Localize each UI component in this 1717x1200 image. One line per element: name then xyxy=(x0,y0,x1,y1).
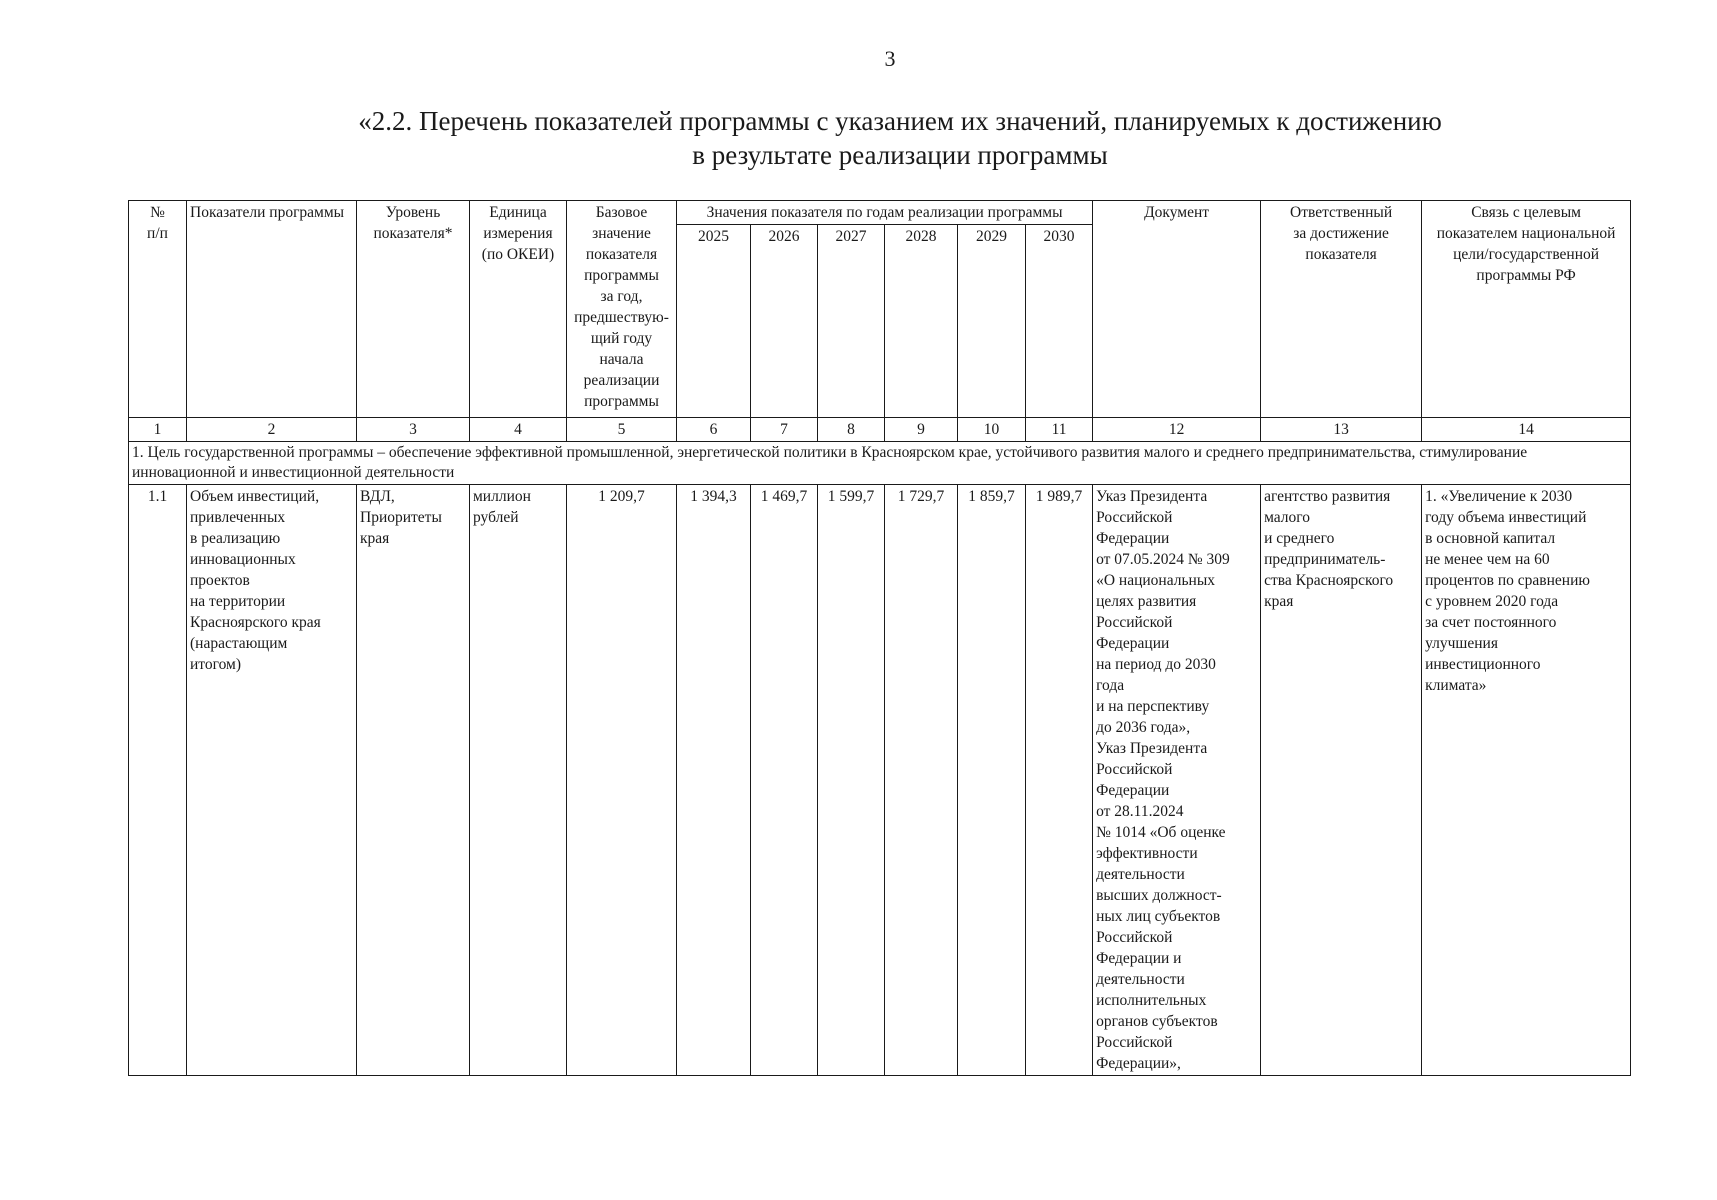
row-value-2029: 1 859,7 xyxy=(958,485,1026,1076)
column-number: 11 xyxy=(1026,418,1093,442)
row-base-value: 1 209,7 xyxy=(567,485,677,1076)
row-unit: миллион рублей xyxy=(470,485,567,1076)
header-document: Документ xyxy=(1093,201,1261,418)
row-responsible: агентство развития малого и среднего предприниматель- ства Красноярского края xyxy=(1261,485,1422,1076)
column-number: 4 xyxy=(470,418,567,442)
row-value-2026: 1 469,7 xyxy=(751,485,818,1076)
header-link: Связь с целевым показателем национальной цели/государственной программы РФ xyxy=(1422,201,1631,418)
indicators-table xyxy=(128,200,1631,1076)
header-indicators: Показатели программы xyxy=(187,201,357,418)
page-number: 3 xyxy=(884,46,896,71)
header-year-2030: 2030 xyxy=(1026,225,1093,418)
goal-row xyxy=(129,442,1631,485)
row-num: 1.1 xyxy=(129,485,187,1076)
row-value-2027: 1 599,7 xyxy=(818,485,885,1076)
title-line-2: в результате реализации программы xyxy=(692,140,1108,170)
header-row xyxy=(129,201,1631,225)
column-number: 6 xyxy=(677,418,751,442)
header-year-2029: 2029 xyxy=(958,225,1026,418)
title-line-1: «2.2. Перечень показателей программы с указанием их значений, планируемых к достижению xyxy=(358,106,1442,136)
column-number: 8 xyxy=(818,418,885,442)
header-base-value: Базовое значение показателя программы за год, предшествую- щий году начала реализации программы xyxy=(567,201,677,418)
column-number: 2 xyxy=(187,418,357,442)
header-year-2027: 2027 xyxy=(818,225,885,418)
header-year-2025: 2025 xyxy=(677,225,751,418)
column-number: 13 xyxy=(1261,418,1422,442)
row-document: Указ Президента Российской Федерации от 07.05.2024 № 309 «О национальных целях развития Российской Федерации на период до 2030 года и на перспективу до 2036 года», Указ Президента Российской Федерации от 28.11.2024 № 1014 «Об оценке эффективности деятельности высших должност- ных лиц субъектов Российской Федерации и деятельности исполнительных органов субъектов Российской Федерации», xyxy=(1093,485,1261,1076)
column-number: 9 xyxy=(885,418,958,442)
column-number: 1 xyxy=(129,418,187,442)
row-indicator: Объем инвестиций, привлеченных в реализацию инновационных проектов на территории Красноярского края (нарастающим итогом) xyxy=(187,485,357,1076)
column-number: 14 xyxy=(1422,418,1631,442)
column-numbers-row xyxy=(129,418,1631,442)
program-goal: 1. Цель государственной программы – обеспечение эффективной промышленной, энергетической политики в Красноярском крае, устойчивого развития малого и среднего предпринимательства, стимулирование инновационной и инвестиционной деятельности xyxy=(129,442,1631,485)
document-title xyxy=(300,104,1500,172)
header-responsible: Ответственный за достижение показателя xyxy=(1261,201,1422,418)
column-number: 3 xyxy=(357,418,470,442)
header-level: Уровень показателя* xyxy=(357,201,470,418)
row-level: ВДЛ, Приоритеты края xyxy=(357,485,470,1076)
row-value-2028: 1 729,7 xyxy=(885,485,958,1076)
row-value-2025: 1 394,3 xyxy=(677,485,751,1076)
row-link: 1. «Увеличение к 2030 году объема инвестиций в основной капитал не менее чем на 60 процентов по сравнению с уровнем 2020 года за счет постоянного улучшения инвестиционного климата» xyxy=(1422,485,1631,1076)
column-number: 7 xyxy=(751,418,818,442)
header-num: № п/п xyxy=(129,201,187,418)
header-year-2028: 2028 xyxy=(885,225,958,418)
column-number: 12 xyxy=(1093,418,1261,442)
column-number: 5 xyxy=(567,418,677,442)
table-row xyxy=(129,485,1631,1076)
header-year-2026: 2026 xyxy=(751,225,818,418)
column-number: 10 xyxy=(958,418,1026,442)
header-unit: Единица измерения (по ОКЕИ) xyxy=(470,201,567,418)
row-value-2030: 1 989,7 xyxy=(1026,485,1093,1076)
header-years-group: Значения показателя по годам реализации программы xyxy=(677,201,1093,225)
